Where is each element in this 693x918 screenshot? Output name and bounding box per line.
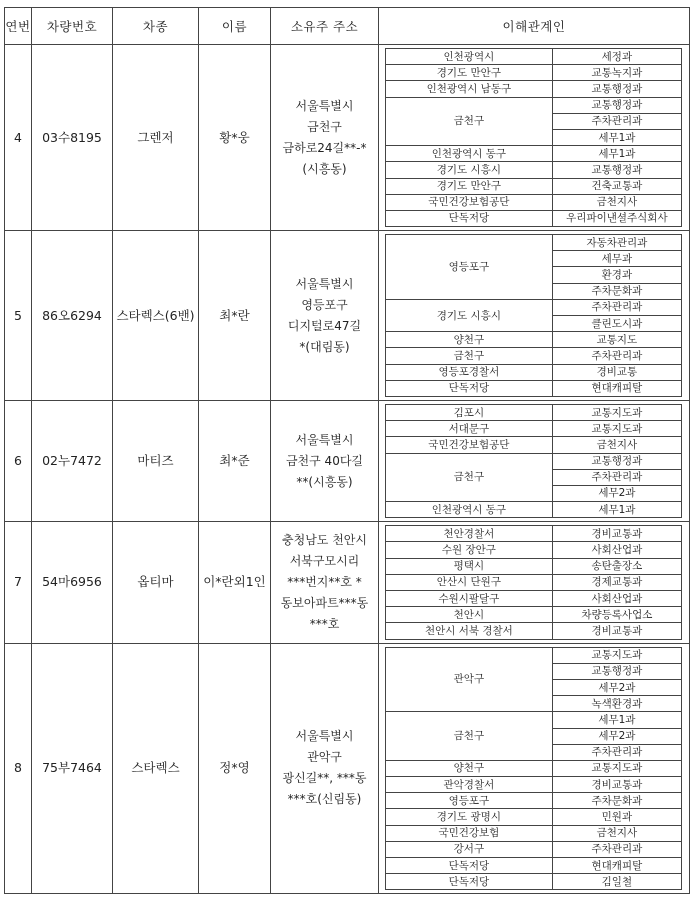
address-line: 서울특별시 <box>295 432 354 447</box>
party-department: 경비교통과 <box>552 623 681 639</box>
party-row <box>386 97 682 113</box>
interested-parties-cell <box>379 231 690 401</box>
party-agency: 천안시 서북 경찰서 <box>386 623 553 639</box>
party-department: 녹색환경과 <box>552 696 681 712</box>
party-department: 세무1과 <box>552 146 681 162</box>
party-department: 주차관리과 <box>552 841 681 857</box>
party-agency: 국민건강보험공단 <box>386 437 553 453</box>
party-department: 주차관리과 <box>552 299 681 315</box>
party-department: 민원과 <box>552 809 681 825</box>
party-agency: 수원시팔달구 <box>386 591 553 607</box>
address-line: (시흥동) <box>302 161 347 176</box>
party-row <box>386 607 682 623</box>
party-row <box>386 558 682 574</box>
interested-parties-cell <box>379 45 690 231</box>
party-department: 금천지사 <box>552 437 681 453</box>
address-line: *(대림동) <box>299 339 350 354</box>
party-department: 주차관리과 <box>552 348 681 364</box>
interested-parties-table <box>4 7 690 894</box>
party-department: 건축교통과 <box>552 178 681 194</box>
party-row <box>386 574 682 590</box>
party-department: 교통행정과 <box>552 81 681 97</box>
party-department: 교통행정과 <box>552 453 681 469</box>
party-agency: 김포시 <box>386 404 553 420</box>
party-agency: 단독저당 <box>386 858 553 874</box>
party-row <box>386 235 682 251</box>
party-row <box>386 299 682 315</box>
party-department: 교통녹지과 <box>552 65 681 81</box>
table-row <box>5 643 690 894</box>
party-department: 세무과 <box>552 251 681 267</box>
record-no: 6 <box>5 400 32 521</box>
party-row <box>386 437 682 453</box>
address-line: 영등포구 <box>301 297 348 312</box>
address-line: 동보아파트***동 <box>280 595 369 610</box>
owner-address <box>271 400 379 521</box>
party-department: 주차문화과 <box>552 283 681 299</box>
party-row <box>386 526 682 542</box>
header-plate: 차량번호 <box>32 8 113 45</box>
record-no: 5 <box>5 231 32 401</box>
party-department: 교통지도과 <box>552 421 681 437</box>
owner-name: 황*웅 <box>199 45 271 231</box>
party-department: 금천지사 <box>552 194 681 210</box>
party-agency: 영등포구 <box>386 793 553 809</box>
party-department: 주차문화과 <box>552 793 681 809</box>
header-row <box>5 8 690 45</box>
party-row <box>386 178 682 194</box>
party-agency: 경기도 시흥시 <box>386 299 553 331</box>
interested-parties-cell <box>379 643 690 894</box>
party-agency: 영등포경찰서 <box>386 364 553 380</box>
header-model: 차종 <box>113 8 199 45</box>
party-department: 교통행정과 <box>552 162 681 178</box>
party-department: 교통행정과 <box>552 97 681 113</box>
owner-address <box>271 231 379 401</box>
party-row <box>386 793 682 809</box>
party-row <box>386 332 682 348</box>
party-department: 경비교통과 <box>552 777 681 793</box>
party-department: 교통지도 <box>552 332 681 348</box>
party-agency: 서대문구 <box>386 421 553 437</box>
party-row <box>386 542 682 558</box>
address-line: 금천구 <box>307 119 342 134</box>
party-department: 세무1과 <box>552 712 681 728</box>
party-row <box>386 809 682 825</box>
party-agency: 금천구 <box>386 348 553 364</box>
party-row <box>386 210 682 226</box>
party-row <box>386 760 682 776</box>
record-no: 7 <box>5 522 32 643</box>
header-name: 이름 <box>199 8 271 45</box>
vehicle-model: 그렌저 <box>113 45 199 231</box>
owner-name: 최*준 <box>199 400 271 521</box>
party-row <box>386 65 682 81</box>
party-agency: 강서구 <box>386 841 553 857</box>
party-agency: 경기도 시흥시 <box>386 162 553 178</box>
party-agency: 양천구 <box>386 760 553 776</box>
party-department: 교통지도과 <box>552 760 681 776</box>
party-row <box>386 162 682 178</box>
table-row <box>5 400 690 521</box>
party-department: 세무2과 <box>552 679 681 695</box>
party-department: 경제교통과 <box>552 574 681 590</box>
party-department: 교통지도과 <box>552 404 681 420</box>
interested-parties-list <box>385 234 682 397</box>
party-agency: 인천광역시 <box>386 49 553 65</box>
interested-parties-cell <box>379 400 690 521</box>
vehicle-model: 옵티마 <box>113 522 199 643</box>
party-department: 주차관리과 <box>552 469 681 485</box>
address-line: ***호 <box>309 616 340 631</box>
party-department: 차량등록사업소 <box>552 607 681 623</box>
record-no: 4 <box>5 45 32 231</box>
header-interested: 이해관계인 <box>379 8 690 45</box>
party-agency: 천안경찰서 <box>386 526 553 542</box>
interested-parties-list <box>385 525 682 639</box>
owner-address <box>271 522 379 643</box>
party-department: 경비교통 <box>552 364 681 380</box>
party-department: 환경과 <box>552 267 681 283</box>
party-department: 세무1과 <box>552 129 681 145</box>
party-agency: 단독저당 <box>386 380 553 396</box>
party-department: 자동차관리과 <box>552 235 681 251</box>
party-agency: 국민건강보험 <box>386 825 553 841</box>
party-agency: 인천광역시 동구 <box>386 502 553 518</box>
address-line: ***호(신림동) <box>287 792 362 807</box>
party-agency: 영등포구 <box>386 235 553 300</box>
party-department: 사회산업과 <box>552 542 681 558</box>
table-body <box>5 45 690 894</box>
plate-number: 86오6294 <box>32 231 113 401</box>
party-department: 주차관리과 <box>552 744 681 760</box>
record-no: 8 <box>5 643 32 894</box>
party-row <box>386 777 682 793</box>
party-agency: 경기도 만안구 <box>386 178 553 194</box>
party-row <box>386 81 682 97</box>
party-row <box>386 712 682 728</box>
address-line: 서북구모시리 <box>289 553 360 568</box>
address-line: 금천구 40다길 <box>285 453 364 468</box>
interested-parties-list <box>385 48 682 227</box>
party-agency: 금천구 <box>386 453 553 502</box>
owner-name: 최*란 <box>199 231 271 401</box>
party-department: 세무1과 <box>552 502 681 518</box>
table-row <box>5 45 690 231</box>
table-row <box>5 231 690 401</box>
party-row <box>386 591 682 607</box>
party-row <box>386 858 682 874</box>
address-line: 서울특별시 <box>295 729 354 744</box>
party-agency: 인천광역시 남동구 <box>386 81 553 97</box>
party-agency: 안산시 단원구 <box>386 574 553 590</box>
party-agency: 수원 장안구 <box>386 542 553 558</box>
plate-number: 75부7464 <box>32 643 113 894</box>
plate-number: 54마6956 <box>32 522 113 643</box>
party-department: 송탄출장소 <box>552 558 681 574</box>
party-agency: 경기도 광명시 <box>386 809 553 825</box>
party-department: 경비교통과 <box>552 526 681 542</box>
party-agency: 국민건강보험공단 <box>386 194 553 210</box>
party-row <box>386 825 682 841</box>
vehicle-model: 마티즈 <box>113 400 199 521</box>
address-line: 충청남도 천안시 <box>282 532 367 547</box>
address-line: 금하로24길**-* <box>282 140 367 155</box>
vehicle-model: 스타렉스 <box>113 643 199 894</box>
table-header <box>5 8 690 45</box>
interested-parties-list <box>385 647 682 891</box>
plate-number: 02누7472 <box>32 400 113 521</box>
plate-number: 03수8195 <box>32 45 113 231</box>
address-line: 광신길**, ***동 <box>282 771 367 786</box>
party-department: 클린도시과 <box>552 316 681 332</box>
interested-parties-list <box>385 404 682 518</box>
party-row <box>386 502 682 518</box>
party-department: 세정과 <box>552 49 681 65</box>
party-row <box>386 841 682 857</box>
party-agency: 관악경찰서 <box>386 777 553 793</box>
party-row <box>386 404 682 420</box>
party-department: 사회산업과 <box>552 591 681 607</box>
party-row <box>386 421 682 437</box>
party-agency: 평택시 <box>386 558 553 574</box>
party-agency: 단독저당 <box>386 874 553 890</box>
party-department: 주차관리과 <box>552 113 681 129</box>
party-row <box>386 364 682 380</box>
table-row <box>5 522 690 643</box>
address-line: 서울특별시 <box>295 276 354 291</box>
address-line: 디지털로47길 <box>287 318 362 333</box>
address-line: 서울특별시 <box>295 98 354 113</box>
header-no: 연번 <box>5 8 32 45</box>
party-agency: 천안시 <box>386 607 553 623</box>
party-row <box>386 49 682 65</box>
party-agency: 관악구 <box>386 647 553 712</box>
party-department: 세무2과 <box>552 728 681 744</box>
party-department: 우리파이낸셜주식회사 <box>552 210 681 226</box>
owner-name: 이*란외1인 <box>199 522 271 643</box>
address-line: **(시흥동) <box>296 474 353 489</box>
party-department: 세무2과 <box>552 485 681 501</box>
address-line: ***번지**호 * <box>287 574 362 589</box>
party-agency: 인천광역시 동구 <box>386 146 553 162</box>
interested-parties-cell <box>379 522 690 643</box>
party-department: 현대캐피탈 <box>552 380 681 396</box>
party-row <box>386 194 682 210</box>
party-agency: 양천구 <box>386 332 553 348</box>
party-department: 현대캐피탈 <box>552 858 681 874</box>
party-row <box>386 647 682 663</box>
party-row <box>386 380 682 396</box>
party-row <box>386 874 682 890</box>
party-department: 교통행정과 <box>552 663 681 679</box>
owner-address <box>271 643 379 894</box>
party-row <box>386 453 682 469</box>
party-agency: 금천구 <box>386 712 553 761</box>
party-department: 금천지사 <box>552 825 681 841</box>
party-department: 교통지도과 <box>552 647 681 663</box>
party-agency: 경기도 만안구 <box>386 65 553 81</box>
owner-address <box>271 45 379 231</box>
party-row <box>386 348 682 364</box>
party-row <box>386 146 682 162</box>
address-line: 관악구 <box>307 750 342 765</box>
vehicle-model: 스타렉스(6밴) <box>113 231 199 401</box>
header-address: 소유주 주소 <box>271 8 379 45</box>
party-agency: 단독저당 <box>386 210 553 226</box>
party-department: 김일철 <box>552 874 681 890</box>
party-row <box>386 623 682 639</box>
owner-name: 정*영 <box>199 643 271 894</box>
party-agency: 금천구 <box>386 97 553 146</box>
